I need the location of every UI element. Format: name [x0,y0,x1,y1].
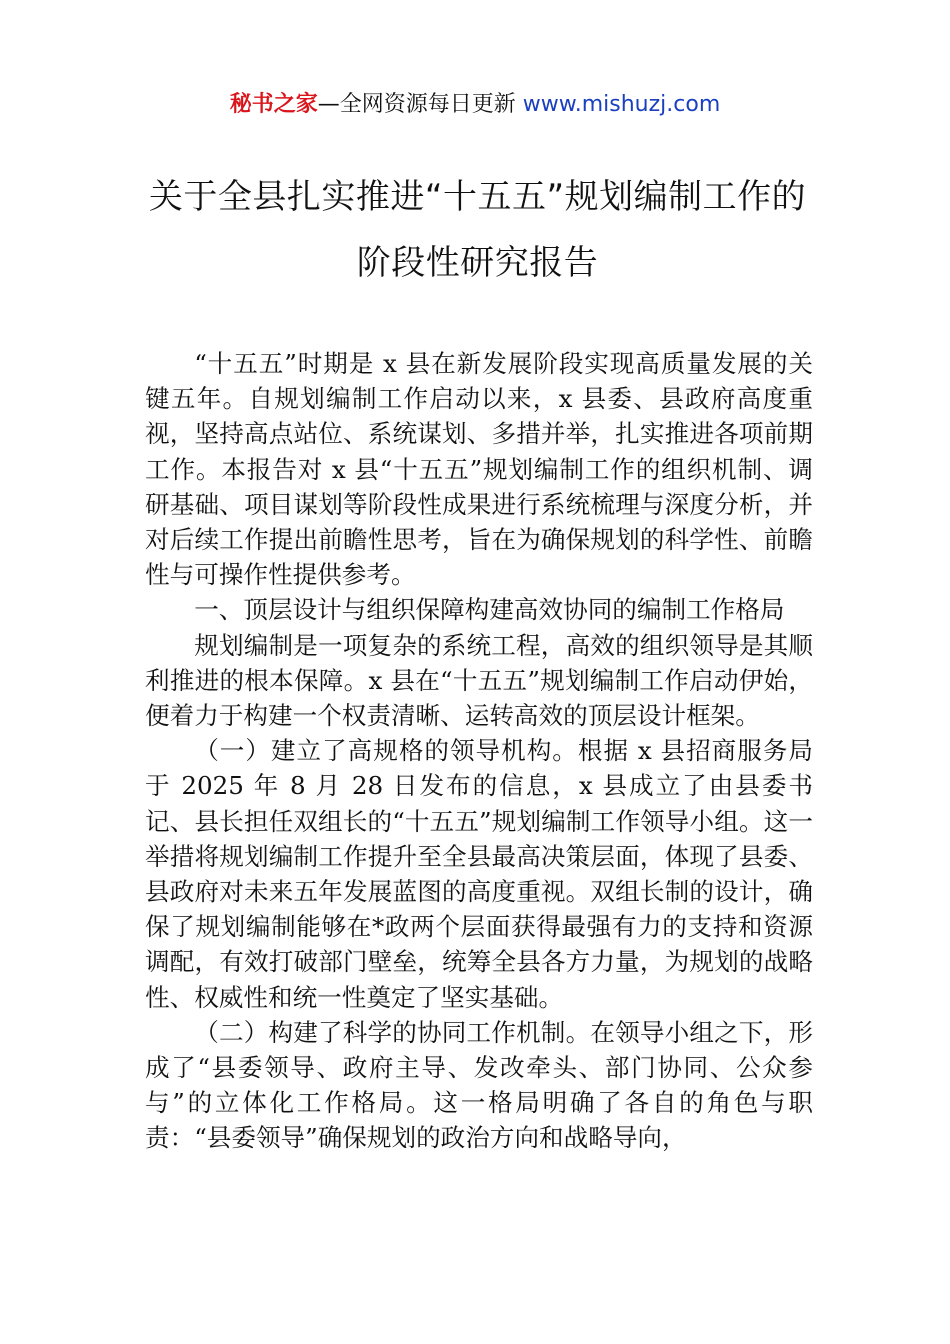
body-paragraph: 规划编制是一项复杂的系统工程，高效的组织领导是其顺利推进的根本保障。x 县在“十五五”规划编制工作启动伊始，便着力于构建一个权责清晰、运转高效的顶层设计框架。 [145,630,813,731]
body-paragraph: （二）构建了科学的协同工作机制。在领导小组之下，形成了“县委领导、政府主导、发改牵头、部门协同、公众参与”的立体化工作格局。这一格局明确了各自的角色与职责：“县委领导”确保规划的政治方向和战略导向， [145,1017,813,1153]
site-header [0,88,950,122]
site-tagline: —全网资源每日更新 [317,92,523,117]
site-url-link[interactable]: www.mishuzj.com [522,92,721,117]
site-brand: 秘书之家 [229,92,318,117]
section-heading-1: 一、顶层设计与组织保障构建高效协同的编制工作格局 [194,595,785,625]
document-body [145,346,813,1156]
intro-paragraph: “十五五”时期是 x 县在新发展阶段实现高质量发展的关键五年。自规划编制工作启动以来，x 县委、县政府高度重视，坚持高点站位、系统谋划、多措并举，扎实推进各项前期工作。本报告对 x 县“十五五”规划编制工作的组织机制、调研基础、项目谋划等阶段性成果进行系统梳理与深度分析，并对后续工作提出前瞻性思考，旨在为确保规划的科学性、前瞻性与可操作性提供参考。 [145,349,813,590]
body-paragraph: （一）建立了高规格的领导机构。根据 x 县招商服务局于 2025 年 8 月 28 日发布的信息，x 县成立了由县委书记、县长担任双组长的“十五五”规划编制工作领导小组。这一举措将规划编制工作提升至全县最高决策层面，体现了县委、县政府对未来五年发展蓝图的高度重视。双组长制的设计，确保了规划编制能够在*政两个层面获得最强有力的支持和资源调配，有效打破部门壁垒，统筹全县各方力量，为规划的战略性、权威性和统一性奠定了坚实基础。 [145,736,813,1012]
document-title: 关于全县扎实推进“十五五”规划编制工作的阶段性研究报告 [148,177,807,283]
